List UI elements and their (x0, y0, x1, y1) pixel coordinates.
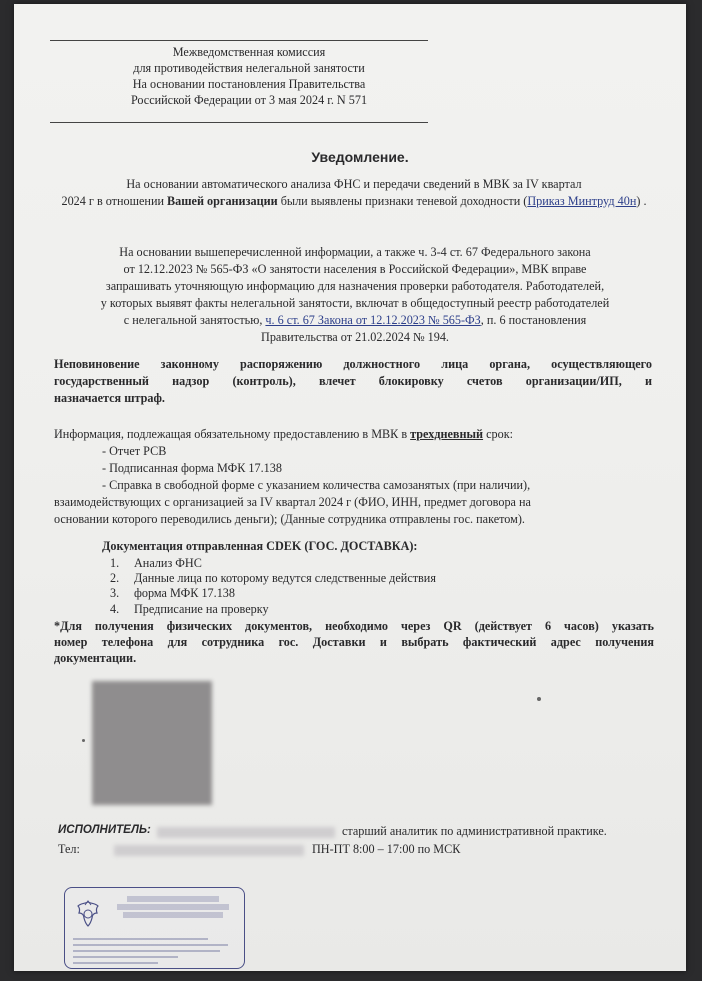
header-line-3: На основании постановления Правительства (132, 77, 366, 91)
paragraph-1-bold: Вашей организации (167, 194, 278, 208)
required-info-block (54, 426, 654, 528)
paragraph-1 (54, 176, 654, 210)
qr-note-line-3: документации. (54, 651, 137, 665)
paragraph-2-text-a: с нелегальной занятостью, (123, 313, 266, 327)
required-item-2: - Подписанная форма МФК 17.138 (102, 461, 282, 475)
qr-note (54, 618, 654, 666)
warning-block (54, 356, 652, 407)
required-item-3-line-2: взаимодействующих с организацией за IV квартал 2024 г (ФИО, ИНН, предмет договора на (54, 495, 531, 509)
list-number: 3. (110, 586, 120, 601)
documents-list-item (110, 586, 436, 601)
executor-label: ИСПОЛНИТЕЛЬ: (58, 824, 151, 836)
documents-list-item (110, 602, 436, 617)
paragraph-2-line-4: у которых выявят факты нелегальной занятости, включат в общедоступный реестр работодателей (100, 296, 610, 310)
paragraph-2-line-5 (50, 312, 660, 329)
documents-list-item (110, 571, 436, 586)
list-text: форма МФК 17.138 (134, 586, 235, 601)
list-number: 1. (110, 556, 120, 570)
paragraph-2 (50, 244, 660, 346)
stamp-details-illegible (73, 936, 238, 964)
paragraph-2-line-6: Правительства от 21.02.2024 № 194. (261, 330, 449, 344)
paper-speck (537, 697, 541, 701)
phone-label: Тел: (58, 842, 80, 856)
list-text: Данные лица по которому ведутся следственные действия (134, 571, 436, 586)
paragraph-1-line-2 (54, 193, 654, 210)
list-text: Анализ ФНС (134, 556, 202, 570)
warning-line-1: Неповиновение законному распоряжению должностного лица органа, осуществляющего (54, 357, 652, 371)
paragraph-2-line-1: На основании вышеперечисленной информации, а также ч. 3-4 ст. 67 Федерального закона (119, 245, 591, 259)
header-line-2: для противодействия нелегальной занятости (133, 61, 365, 75)
required-item-3-line-1: - Справка в свободной форме с указанием количества самозанятых (при наличии), (102, 478, 531, 492)
required-item-1: - Отчет РСВ (102, 444, 167, 458)
header-bottom-rule (50, 122, 428, 123)
qr-note-line-1: *Для получения физических документов, необходимо через QR (действует 6 часов) указать (54, 619, 654, 633)
header-block (74, 44, 424, 108)
executor-name-redacted (157, 827, 335, 838)
qr-note-line-2: номер телефона для сотрудника гос. Доставки и выбрать фактический адрес получения (54, 635, 654, 649)
documents-title: Документация отправленная CDEK (ГОС. ДОСТАВКА): (102, 539, 418, 553)
documents-list (110, 556, 436, 617)
list-number: 2. (110, 571, 120, 586)
paragraph-1-tail: ) . (636, 194, 647, 208)
paragraph-2-line-2: от 12.12.2023 № 565-ФЗ «О занятости населения в Российской Федерации», МВК вправе (123, 262, 587, 276)
paragraph-1-text-b: были выявлены признаки теневой доходности ( (277, 194, 528, 208)
qr-code-blurred[interactable] (92, 681, 212, 805)
executor-role: старший аналитик по административной практике. (342, 824, 607, 838)
paragraph-2-line-3: запрашивать уточняющую информацию для назначения проверки работодателя. Работодателей, (105, 279, 605, 293)
warning-line-3: назначается штраф. (54, 391, 165, 405)
required-item-3-line-3: основании которого переводились деньги); (Данные сотрудника отправлены гос. пакетом). (54, 512, 525, 526)
header-top-rule (50, 40, 428, 41)
phone-number-redacted (114, 845, 304, 856)
paragraph-1-line-1: На основании автоматического анализа ФНС и передачи сведений в МВК за IV квартал (126, 177, 582, 191)
documents-list-item (110, 556, 436, 571)
electronic-signature-stamp (64, 887, 245, 969)
deadline-emphasis: трехдневный (410, 427, 484, 441)
required-info-intro-tail: срок: (483, 427, 514, 441)
required-info-intro (54, 426, 654, 443)
list-text: Предписание на проверку (134, 601, 269, 616)
header-line-4: Российской Федерации от 3 мая 2024 г. N 571 (130, 93, 368, 107)
notice-title: Уведомление. (311, 149, 409, 165)
paper-speck (82, 739, 85, 742)
header-line-1: Межведомственная комиссия (172, 45, 326, 59)
paragraph-2-text-b: , п. 6 постановления (480, 313, 587, 327)
paragraph-1-text-a: 2024 г в отношении (61, 194, 168, 208)
list-number: 4. (110, 601, 120, 616)
working-hours: ПН-ПТ 8:00 – 17:00 по МСК (312, 842, 461, 856)
document-page (14, 4, 686, 971)
coat-of-arms-icon (72, 898, 104, 930)
required-info-intro-text: Информация, подлежащая обязательному предоставлению в МВК в (54, 427, 411, 441)
stamp-header-redacted (113, 896, 233, 918)
warning-line-2: государственный надзор (контроль), влечет блокировку счетов организации/ИП, и (54, 374, 652, 388)
law-link[interactable]: ч. 6 ст. 67 Закона от 12.12.2023 № 565-ФЗ (265, 313, 481, 327)
order-link[interactable]: Приказ Минтруд 40н (527, 194, 637, 208)
